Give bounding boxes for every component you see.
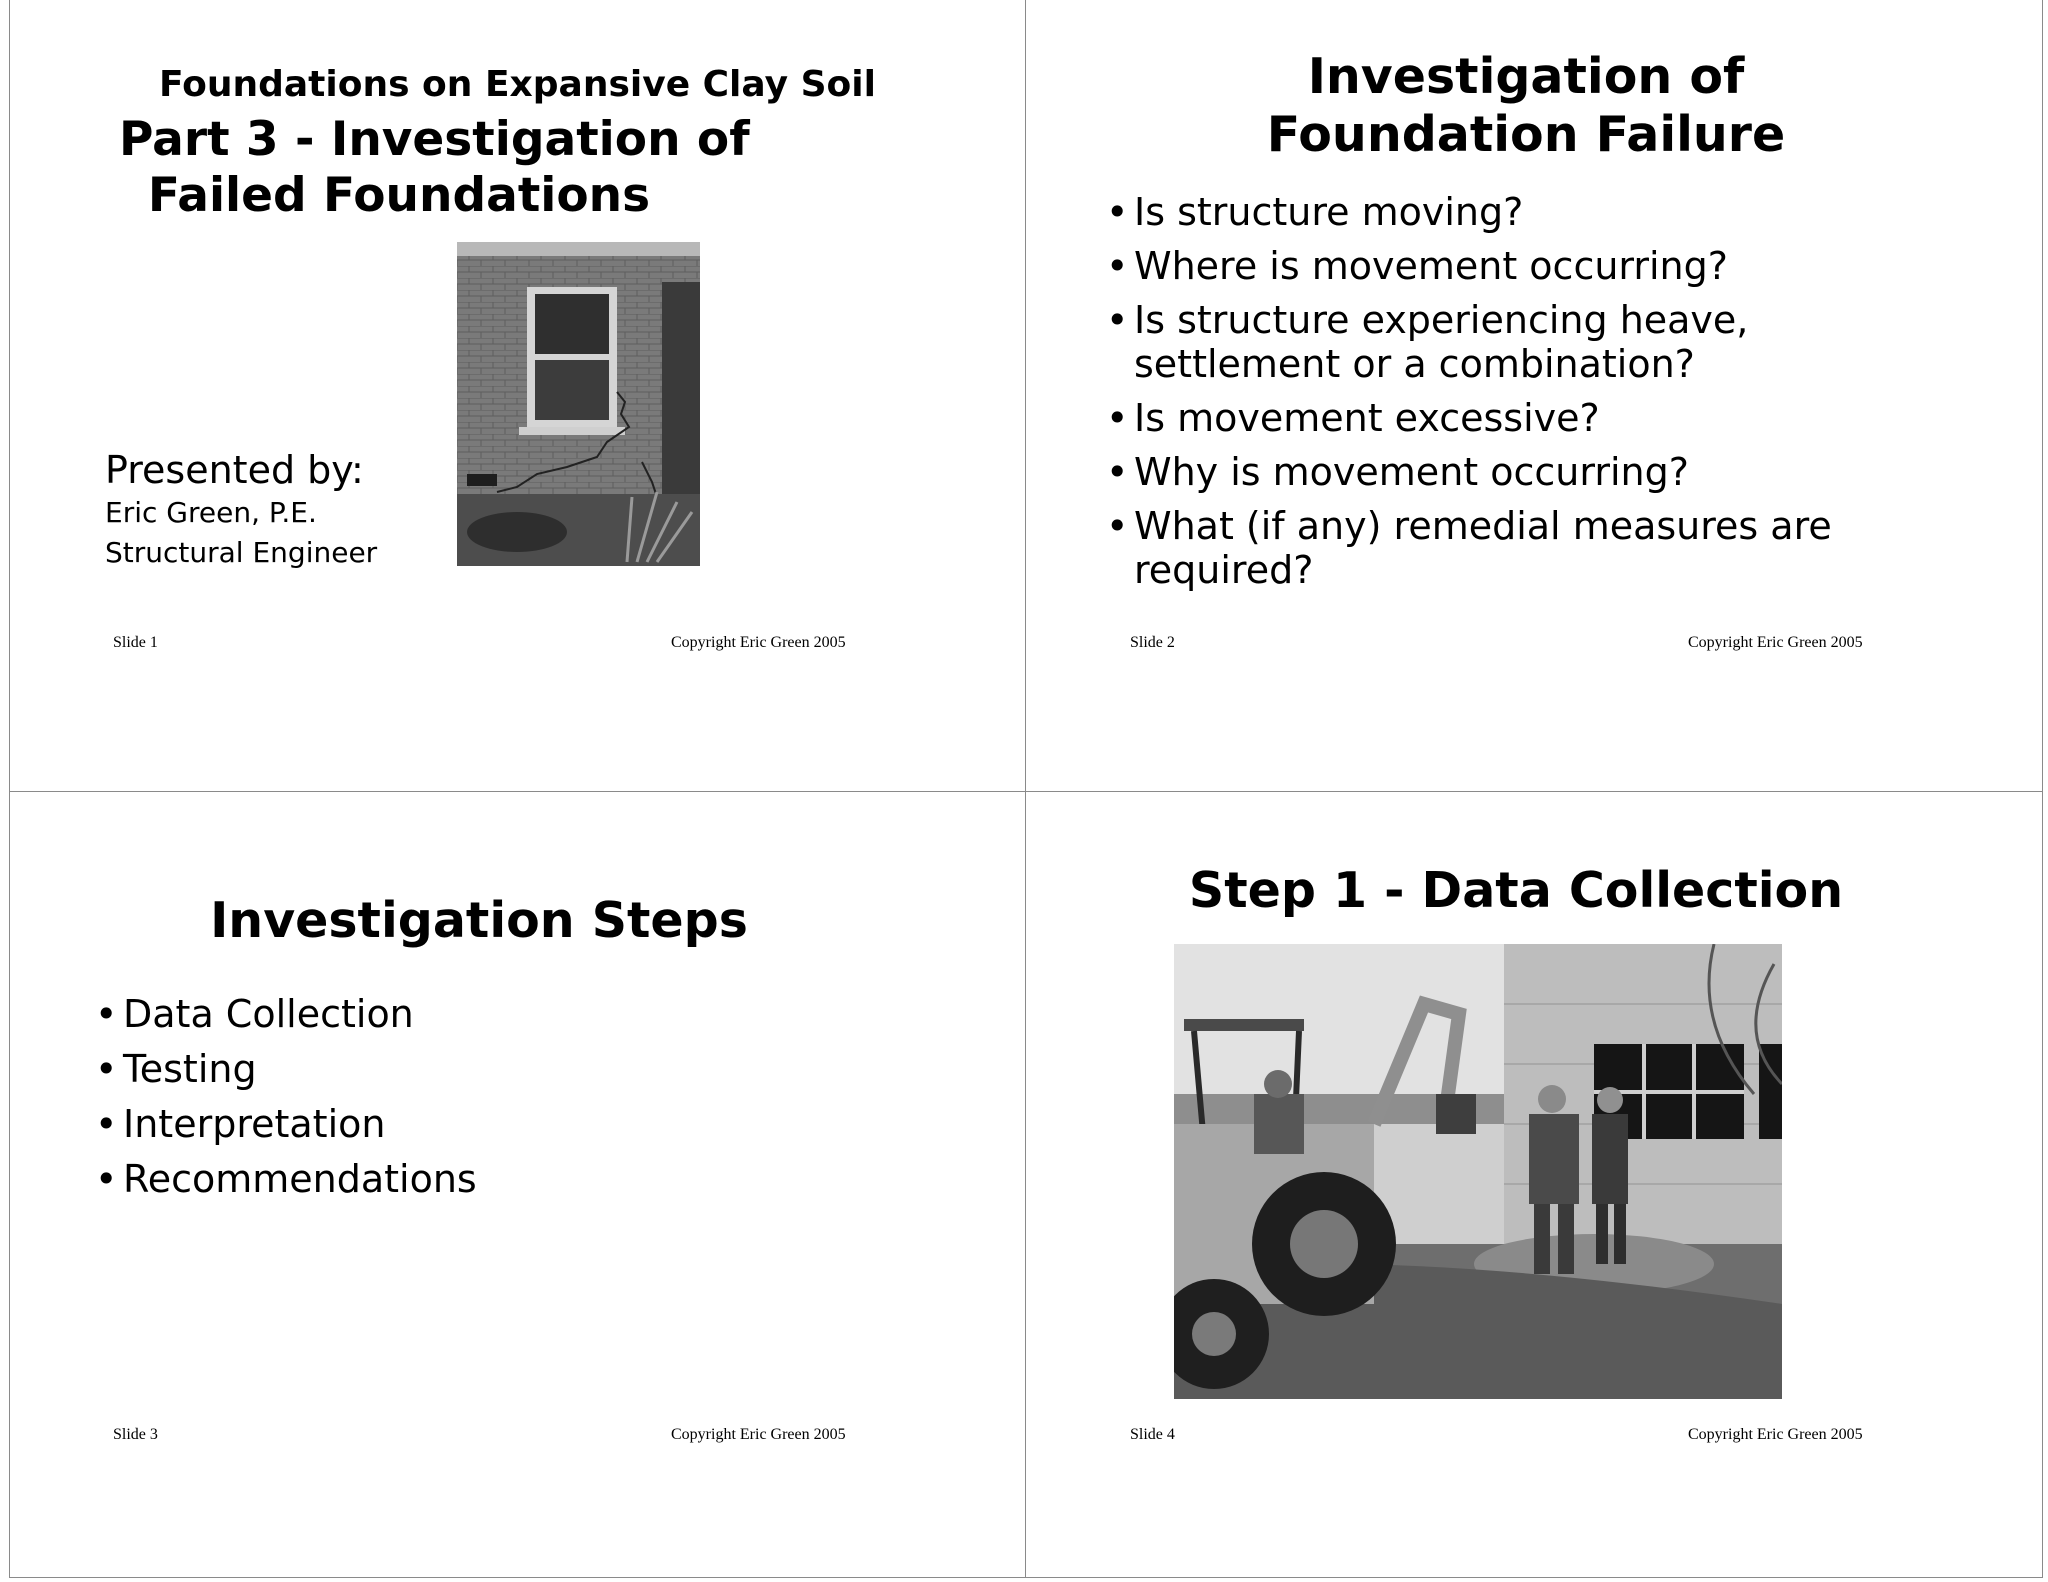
slide-2-bullet: • What (if any) remedial measures are required? [1102,504,1832,592]
presenter-role: Structural Engineer [105,536,378,569]
slide-3-bullet: • Data Collection [91,992,477,1036]
slide-2-bullet: • Is structure moving? [1102,190,1832,234]
slide-2-bullet: • Is movement excessive? [1102,396,1832,440]
slide-1-number: Slide 1 [113,634,158,651]
slide-4-title: Step 1 - Data Collection [1188,862,1844,919]
slide-2-copyright: Copyright Eric Green 2005 [1688,634,1863,651]
slide-3-bullet-list [91,992,477,1201]
slide-1-title-line1: Part 3 - Investigation of [119,112,750,167]
presenter-label: Presented by: [105,448,364,492]
slide-2-bullet-list [1102,190,1832,592]
brick-wall-photo-svg [457,242,700,566]
slide-1-title-line2: Failed Foundations [147,168,651,223]
slide-2-bullet: • Is structure experiencing heave, settlement or a combination? [1102,298,1832,386]
slide-1-supertitle: Foundations on Expansive Clay Soil [159,64,876,105]
slide-3-copyright: Copyright Eric Green 2005 [671,1426,846,1443]
brick-wall-crack-photo [457,242,700,566]
slide-2-bullet: • Where is movement occurring? [1102,244,1832,288]
slide-2 [1026,0,2042,790]
slide-2-bullet: • Why is movement occurring? [1102,450,1832,494]
presenter-name: Eric Green, P.E. [105,496,317,529]
slide-2-number: Slide 2 [1130,634,1175,651]
backhoe-site-photo [1174,944,1782,1399]
slide-3-number: Slide 3 [113,1426,158,1443]
slide-2-title-line1: Investigation of [1307,48,1745,105]
backhoe-photo-svg [1174,944,1782,1399]
slide-1-copyright: Copyright Eric Green 2005 [671,634,846,651]
slide-4-number: Slide 4 [1130,1426,1175,1443]
slide-3-bullet: • Interpretation [91,1102,477,1146]
slide-4 [1026,792,2042,1582]
slide-4-copyright: Copyright Eric Green 2005 [1688,1426,1863,1443]
slide-3 [9,792,1025,1582]
slide-2-title-line2: Foundation Failure [1266,106,1786,163]
slide-1 [9,0,1025,790]
slide-3-bullet: • Recommendations [91,1157,477,1201]
slide-3-title: Investigation Steps [210,892,748,949]
slide-3-bullet: • Testing [91,1047,477,1091]
